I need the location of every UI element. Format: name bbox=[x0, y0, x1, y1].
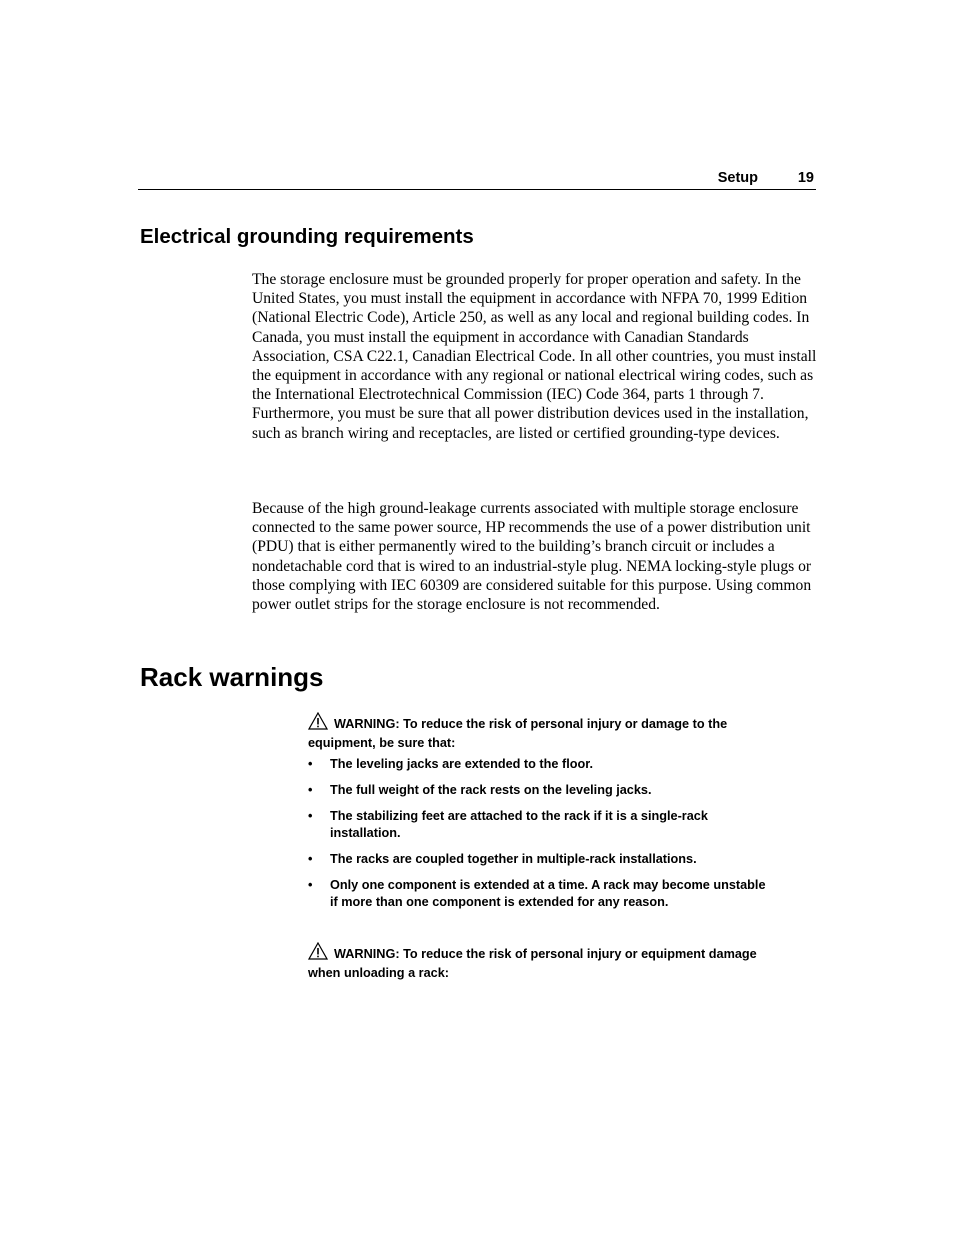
list-item-text: The full weight of the rack rests on the leveling jacks. bbox=[330, 783, 652, 797]
bullet-icon: • bbox=[308, 757, 313, 771]
rack-warnings-heading: Rack warnings bbox=[140, 662, 324, 692]
grounding-paragraph-2: Because of the high ground-leakage currents associated with multiple storage enclosure connected to the same power source, HP recommends the use of a power distribution unit (PDU) that is either permanently wired to the building’s branch circuit or includes a nondetachable cord that is wired to an industrial-style plug. NEMA locking-style plugs or those complying with IEC 60309 are considered suitable for this purpose. Using common power outlet strips for the storage enclosure is not recommended. bbox=[252, 500, 812, 614]
rack-warning-1-text: WARNING: To reduce the risk of personal injury or damage to the equipment, be sure that: bbox=[308, 717, 728, 750]
bullet-icon: • bbox=[308, 878, 313, 892]
rack-warning-2-text: WARNING: To reduce the risk of personal injury or equipment damage when unloading a rack: bbox=[308, 947, 757, 980]
running-header bbox=[138, 168, 816, 190]
list-item bbox=[308, 808, 768, 842]
list-item-text: Only one component is extended at a time. A rack may become unstable if more than one component is extended for any reason. bbox=[330, 878, 766, 909]
rack-warning-2 bbox=[308, 942, 768, 982]
list-item bbox=[308, 851, 768, 868]
list-item-text: The stabilizing feet are attached to the rack if it is a single-rack installation. bbox=[330, 809, 708, 840]
warning-triangle-icon bbox=[308, 712, 328, 735]
list-item bbox=[308, 756, 768, 773]
list-item-text: The racks are coupled together in multiple-rack installations. bbox=[330, 852, 697, 866]
grounding-heading: Electrical grounding requirements bbox=[140, 225, 474, 248]
grounding-paragraph-1: The storage enclosure must be grounded properly for proper operation and safety. In the United States, you must install the equipment in accordance with NFPA 70, 1999 Edition (National Electric Code), Article 250, as well as any local and regional building codes. In Canada, you must install the equipment in accordance with Canadian Standards Association, CSA C22.1, Canadian Electrical Code. In all other countries, you must install the equipment in accordance with any regional or national electrical wiring codes, such as the International Electrotechnical Commission (IEC) Code 364, parts 1 through 7. Furthermore, you must be sure that all power distribution devices used in the installation, such as branch wiring and receptacles, are listed or certified grounding-type devices. bbox=[252, 271, 817, 442]
warning-triangle-icon bbox=[308, 942, 328, 965]
list-item bbox=[308, 877, 768, 911]
page-number: 19 bbox=[797, 170, 814, 186]
list-item bbox=[308, 782, 768, 799]
bullet-icon: • bbox=[308, 809, 313, 823]
header-section-title: Setup bbox=[717, 170, 758, 186]
rack-warning-list bbox=[308, 756, 768, 920]
bullet-icon: • bbox=[308, 852, 313, 866]
bullet-icon: • bbox=[308, 783, 313, 797]
list-item-text: The leveling jacks are extended to the floor. bbox=[330, 757, 593, 771]
rack-warning-1 bbox=[308, 712, 768, 752]
